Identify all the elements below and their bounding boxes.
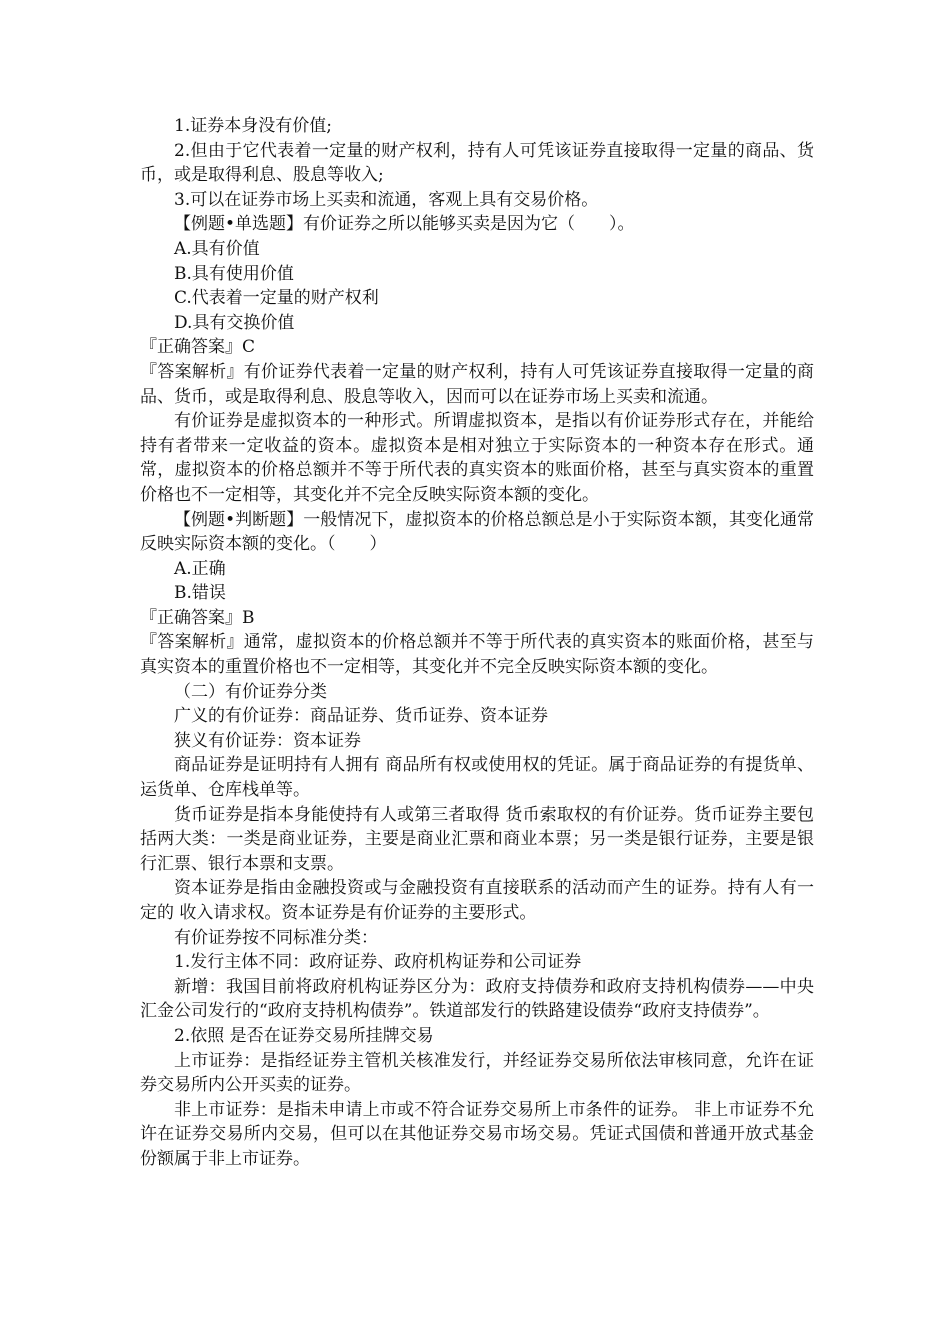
- example-question-title: 【例题•判断题】一般情况下，虚拟资本的价格总额总是小于实际资本额，其变化通常反映实际资本额的变化。（ ）: [140, 509, 814, 555]
- option: A.正确: [174, 558, 226, 579]
- paragraph: 广义的有价证券：商品证券、货币证券、资本证券: [174, 706, 548, 727]
- paragraph: 有价证券是虚拟资本的一种形式。所谓虚拟资本，是指以有价证券形式存在，并能给持有者带来一定收益的资本。虚拟资本是相对独立于实际资本的一种资本存在形式。通常，虚拟资本的价格总额并不等于所代表的真实资本的账面价格，甚至与真实资本的重置价格也不一定相等，其变化并不完全反映实际资本额的变化。: [140, 411, 814, 505]
- paragraph: 上市证券：是指经证券主管机关核准发行，并经证券交易所依法审核同意，允许在证券交易所内公开买卖的证券。: [140, 1050, 814, 1096]
- section-heading: （二）有价证券分类: [174, 681, 327, 702]
- correct-answer: 『正确答案』B: [140, 607, 255, 628]
- example-question-title: 【例题•单选题】有价证券之所以能够买卖是因为它（ ）。: [174, 214, 635, 235]
- paragraph: 商品证券是证明持有人拥有 商品所有权或使用权的凭证。属于商品证券的有提货单、运货单、仓库栈单等。: [140, 755, 814, 801]
- paragraph: 狭义有价证券：资本证券: [174, 730, 361, 751]
- answer-explanation: 『答案解析』有价证券代表着一定量的财产权利，持有人可凭该证券直接取得一定量的商品、货币，或是取得利息、股息等收入，因而可以在证券市场上买卖和流通。: [140, 361, 814, 407]
- paragraph: 非上市证券：是指未申请上市或不符合证券交易所上市条件的证券。 非上市证券不允许在证券交易所内交易，但可以在其他证券交易市场交易。凭证式国债和普通开放式基金份额属于非上市证券。: [140, 1099, 814, 1169]
- paragraph: 新增：我国目前将政府机构证券区分为：政府支持债券和政府支持机构债券——中央汇金公司发行的“政府支持机构债券”。铁道部发行的铁路建设债券“政府支持债券”。: [140, 976, 814, 1022]
- option: A.具有价值: [174, 238, 260, 259]
- paragraph: 有价证券按不同标准分类：: [174, 927, 378, 948]
- option: B.具有使用价值: [174, 263, 294, 284]
- answer-explanation: 『答案解析』通常，虚拟资本的价格总额并不等于所代表的真实资本的账面价格，甚至与真实资本的重置价格也不一定相等，其变化并不完全反映实际资本额的变化。: [140, 632, 814, 678]
- option: B.错误: [174, 583, 226, 604]
- paragraph: 3.可以在证券市场上买卖和流通，客观上具有交易价格。: [174, 189, 599, 210]
- option: C.代表着一定量的财产权利: [174, 288, 379, 309]
- list-item: 1.发行主体不同：政府证券、政府机构证券和公司证券: [174, 952, 582, 973]
- correct-answer: 『正确答案』C: [140, 337, 256, 358]
- list-item: 2.依照 是否在证券交易所挂牌交易: [174, 1025, 434, 1046]
- paragraph: 货币证券是指本身能使持有人或第三者取得 货币索取权的有价证券。货币证券主要包括两大类：一类是商业证券，主要是商业汇票和商业本票；另一类是银行证券，主要是银行汇票、银行本票和支票。: [140, 804, 814, 874]
- option: D.具有交换价值: [174, 312, 295, 333]
- paragraph: 1.证券本身没有价值;: [174, 116, 332, 136]
- document-body: [140, 114, 814, 1172]
- paragraph: 2.但由于它代表着一定量的财产权利，持有人可凭该证券直接取得一定量的商品、货币，或是取得利息、股息等收入;: [140, 140, 814, 186]
- paragraph: 资本证券是指由金融投资或与金融投资有直接联系的活动而产生的证券。持有人有一定的 收入请求权。资本证券是有价证券的主要形式。: [140, 878, 814, 923]
